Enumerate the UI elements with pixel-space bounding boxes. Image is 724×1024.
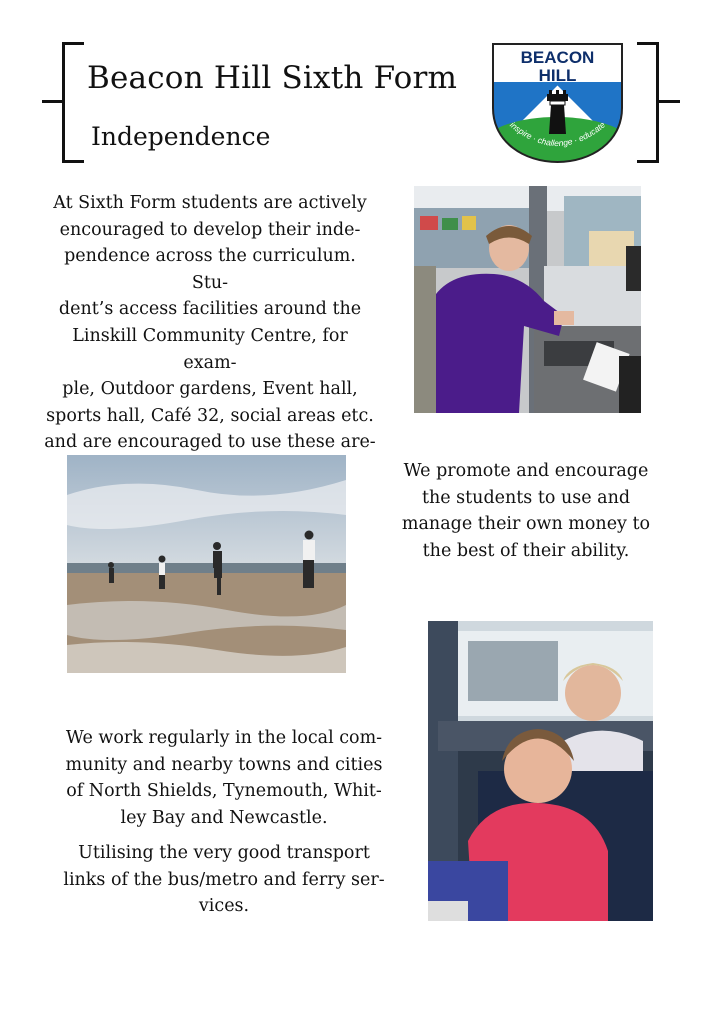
- text-line: ple, Outdoor gardens, Event hall,: [62, 379, 358, 400]
- logo-text-hill: HILL: [538, 66, 577, 85]
- logo-motto: inspire · challenge · educate: [508, 119, 607, 149]
- photo-students-on-bus: [428, 621, 653, 921]
- text-line: Linskill Community Centre, for exam-: [72, 325, 348, 373]
- text-line: encouraged to develop their inde-: [59, 219, 361, 240]
- text-line: We work regularly in the local com-: [65, 728, 383, 748]
- page-title: Beacon Hill Sixth Form: [87, 60, 458, 96]
- text-line: links of the bus/metro and ferry ser-: [63, 869, 385, 890]
- transport-paragraph: [56, 840, 392, 920]
- text-line: vices.: [198, 896, 250, 917]
- text-line: dent’s access facilities around the: [58, 299, 362, 320]
- right-bracket-top: [637, 42, 659, 45]
- text-line: Utilising the very good transport: [78, 843, 370, 863]
- right-bracket-bottom: [637, 160, 659, 163]
- photo-supermarket-checkout: [414, 186, 641, 413]
- money-paragraph: [400, 458, 652, 564]
- community-paragraph: [56, 725, 392, 831]
- text-line: pendence across the curriculum. Stu-: [64, 246, 356, 293]
- left-bracket-top: [62, 42, 84, 45]
- text-line: manage their own money to: [401, 514, 651, 535]
- text-line: of North Shields, Tynemouth, Whit-: [66, 781, 382, 802]
- school-logo: [491, 42, 624, 164]
- left-bracket-tick: [42, 100, 64, 103]
- text-line: munity and nearby towns and cities: [65, 754, 383, 775]
- text-line: At Sixth Form students are actively: [53, 193, 367, 213]
- text-line: ley Bay and Newcastle.: [120, 807, 328, 828]
- logo-text-beacon: BEACON: [520, 48, 595, 67]
- logo-shield: [491, 42, 624, 164]
- independence-paragraph: [44, 190, 376, 483]
- text-line: sports hall, Café 32, social areas etc.: [46, 405, 374, 426]
- text-line: the students to use and: [421, 487, 631, 508]
- photo-beach-walk: [67, 455, 346, 673]
- text-line: We promote and encourage: [403, 461, 649, 481]
- page-subtitle: Independence: [91, 122, 271, 151]
- right-bracket-tick: [656, 100, 680, 103]
- left-bracket-bottom: [62, 160, 84, 163]
- text-line: the best of their ability.: [422, 540, 630, 561]
- text-line: and are encouraged to use these are-: [44, 432, 376, 453]
